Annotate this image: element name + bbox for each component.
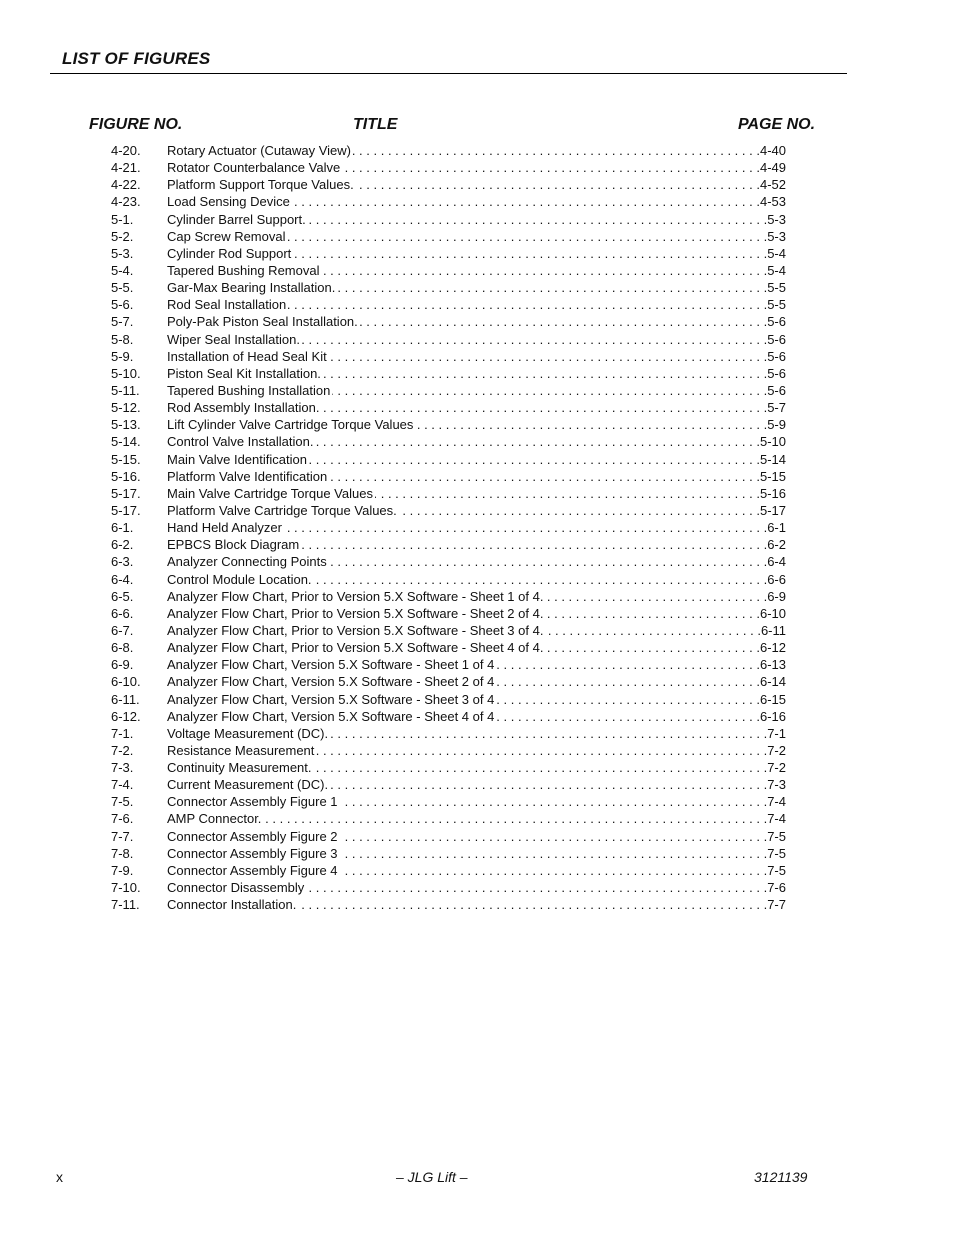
figure-number: 5-13. <box>111 417 141 433</box>
figure-page-number: 5-6 <box>767 382 786 398</box>
figure-number: 5-17. <box>111 485 141 501</box>
figure-number: 5-17. <box>111 502 141 518</box>
figure-title: Gar-Max Bearing Installation. <box>167 280 336 296</box>
dot-leader <box>329 348 767 365</box>
figure-title: Continuity Measurement. <box>167 760 312 776</box>
figure-title: Control Module Location. <box>167 571 312 587</box>
figure-number: 5-9. <box>111 348 134 364</box>
figure-title: Rod Seal Installation <box>167 297 287 313</box>
dot-leader <box>545 588 767 605</box>
figure-title: Voltage Measurement (DC). <box>167 725 329 741</box>
figure-page-number: 5-3 <box>767 228 786 244</box>
list-item[interactable] <box>111 159 786 176</box>
list-item[interactable] <box>111 142 786 159</box>
dot-leader <box>340 828 768 845</box>
figure-title: Analyzer Flow Chart, Prior to Version 5.X Software - Sheet 1 of 4. <box>167 588 544 604</box>
dot-leader <box>314 571 768 588</box>
list-item[interactable] <box>111 331 786 348</box>
figure-page-number: 6-12 <box>759 640 786 656</box>
list-item[interactable] <box>111 571 786 588</box>
list-item[interactable] <box>111 759 786 776</box>
figure-page-number: 6-9 <box>767 588 786 604</box>
figure-page-number: 6-11 <box>760 622 786 638</box>
dot-leader <box>301 536 767 553</box>
list-item[interactable] <box>111 399 786 416</box>
figure-page-number: 6-10 <box>759 605 786 621</box>
figure-page-number: 7-4 <box>767 811 786 827</box>
figure-title: Platform Support Torque Values. <box>167 177 354 193</box>
list-item[interactable] <box>111 519 786 536</box>
dot-leader <box>288 296 767 313</box>
figure-page-number: 5-10 <box>759 434 786 450</box>
figure-number: 6-10. <box>111 674 141 690</box>
figure-number: 7-9. <box>111 862 134 878</box>
list-item[interactable] <box>111 211 786 228</box>
figure-page-number: 6-13 <box>759 657 786 673</box>
footer-document-number: 3121139 <box>754 1169 808 1185</box>
dot-leader <box>292 193 760 210</box>
figure-number: 5-6. <box>111 297 134 313</box>
list-item[interactable] <box>111 879 786 896</box>
figure-title: Connector Assembly Figure 1 <box>167 794 338 810</box>
figure-title: Connector Assembly Figure 4 <box>167 862 338 878</box>
dot-leader <box>356 176 760 193</box>
figure-number: 6-6. <box>111 605 134 621</box>
figure-page-number: 6-15 <box>759 691 786 707</box>
figure-title: Cylinder Rod Support <box>167 245 292 261</box>
list-item[interactable] <box>111 725 786 742</box>
figure-number: 4-21. <box>111 160 141 176</box>
figure-page-number: 4-40 <box>759 143 786 158</box>
figure-number: 5-7. <box>111 314 134 330</box>
dot-leader <box>308 211 767 228</box>
figure-title: Analyzer Flow Chart, Version 5.X Software - Sheet 3 of 4 <box>167 691 495 707</box>
footer-page-number: x <box>56 1169 63 1185</box>
figure-title: Tapered Bushing Installation <box>167 382 331 398</box>
list-item[interactable] <box>111 416 786 433</box>
list-item[interactable] <box>111 793 786 810</box>
list-item[interactable] <box>111 502 786 519</box>
figure-title: Analyzer Flow Chart, Version 5.X Software - Sheet 1 of 4 <box>167 657 495 673</box>
figure-title: Installation of Head Seal Kit <box>167 348 327 364</box>
figure-page-number: 5-16 <box>759 485 786 501</box>
figure-number: 7-10. <box>111 880 141 896</box>
list-item[interactable] <box>111 451 786 468</box>
figure-number: 7-4. <box>111 777 134 793</box>
figure-title: Connector Assembly Figure 3 <box>167 845 338 861</box>
figure-number: 6-5. <box>111 588 134 604</box>
figure-page-number: 5-6 <box>767 331 786 347</box>
dot-leader <box>330 725 767 742</box>
dot-leader <box>353 142 760 159</box>
list-item[interactable] <box>111 313 786 330</box>
dot-leader <box>337 279 767 296</box>
figure-title: Control Valve Installation. <box>167 434 314 450</box>
figure-number: 5-4. <box>111 262 134 278</box>
figure-title: AMP Connector. <box>167 811 262 827</box>
dot-leader <box>342 159 760 176</box>
list-item[interactable] <box>111 245 786 262</box>
figure-number: 7-3. <box>111 760 134 776</box>
figure-title: Resistance Measurement <box>167 742 315 758</box>
figure-title: Current Measurement (DC). <box>167 777 329 793</box>
list-item[interactable] <box>111 656 786 673</box>
list-item[interactable] <box>111 433 786 450</box>
dot-leader <box>375 485 760 502</box>
list-item[interactable] <box>111 708 786 725</box>
dot-leader <box>415 416 767 433</box>
dot-leader <box>323 365 767 382</box>
dot-leader <box>315 433 760 450</box>
figure-number: 6-7. <box>111 622 134 638</box>
figure-number: 5-14. <box>111 434 141 450</box>
page-title: LIST OF FIGURES <box>62 49 211 68</box>
column-header-figure-no: FIGURE NO. <box>89 116 183 133</box>
list-item[interactable] <box>111 536 786 553</box>
figure-title: Analyzer Flow Chart, Version 5.X Software - Sheet 2 of 4 <box>167 674 495 690</box>
figure-page-number: 7-2 <box>767 742 786 758</box>
dot-leader <box>329 553 768 570</box>
figure-title: Analyzer Connecting Points <box>167 554 327 570</box>
figure-title: Platform Valve Cartridge Torque Values. <box>167 502 397 518</box>
dot-leader <box>314 759 768 776</box>
figure-number: 5-3. <box>111 245 134 261</box>
figure-page-number: 6-6 <box>767 571 786 587</box>
figure-page-number: 5-15 <box>759 468 786 484</box>
figure-number: 6-12. <box>111 708 141 724</box>
dot-leader <box>496 673 760 690</box>
column-header-title: TITLE <box>353 116 398 133</box>
figure-number: 7-6. <box>111 811 134 827</box>
dot-leader <box>496 708 760 725</box>
figure-title: Cylinder Barrel Support. <box>167 211 306 227</box>
figure-number: 5-8. <box>111 331 134 347</box>
figure-title: Hand Held Analyzer <box>167 520 282 536</box>
figure-number: 6-9. <box>111 657 134 673</box>
dot-leader <box>545 622 760 639</box>
dot-leader <box>306 879 767 896</box>
figure-number: 5-12. <box>111 400 141 416</box>
dot-leader <box>545 639 760 656</box>
figure-number: 5-10. <box>111 365 141 381</box>
figure-page-number: 4-52 <box>759 177 786 193</box>
figure-page-number: 5-6 <box>767 365 786 381</box>
list-item[interactable] <box>111 742 786 759</box>
dot-leader <box>545 605 760 622</box>
figure-number: 7-7. <box>111 828 134 844</box>
figure-page-number: 5-4 <box>767 245 786 261</box>
figure-title: Analyzer Flow Chart, Prior to Version 5.X Software - Sheet 4 of 4. <box>167 640 544 656</box>
dot-leader <box>340 862 768 879</box>
figure-page-number: 5-4 <box>767 262 786 278</box>
figure-number: 6-4. <box>111 571 134 587</box>
list-item[interactable] <box>111 193 786 210</box>
figure-page-number: 7-5 <box>767 845 786 861</box>
figure-page-number: 7-4 <box>767 794 786 810</box>
dot-leader <box>321 262 767 279</box>
dot-leader <box>316 742 767 759</box>
figure-title: Connector Disassembly <box>167 880 305 896</box>
figure-page-number: 5-14 <box>759 451 786 467</box>
figure-title: Lift Cylinder Valve Cartridge Torque Values <box>167 417 414 433</box>
figure-page-number: 5-5 <box>767 280 786 296</box>
figure-title: Connector Assembly Figure 2 <box>167 828 338 844</box>
list-item[interactable] <box>111 862 786 879</box>
figure-number: 7-11. <box>111 897 140 913</box>
figure-title: Platform Valve Identification <box>167 468 328 484</box>
figure-page-number: 7-6 <box>767 880 786 896</box>
figure-number: 6-8. <box>111 640 134 656</box>
list-item[interactable] <box>111 262 786 279</box>
figure-title: Rod Assembly Installation. <box>167 400 320 416</box>
list-item[interactable] <box>111 605 786 622</box>
list-item[interactable] <box>111 485 786 502</box>
figure-page-number: 5-7 <box>767 400 786 416</box>
footer-publisher: – JLG Lift – <box>396 1169 468 1185</box>
figure-page-number: 6-2 <box>767 537 786 553</box>
figure-number: 6-11. <box>111 691 140 707</box>
list-item[interactable] <box>111 365 786 382</box>
figure-page-number: 7-1 <box>767 725 786 741</box>
dot-leader <box>330 776 767 793</box>
figure-title: Wiper Seal Installation. <box>167 331 300 347</box>
figure-list <box>111 142 786 913</box>
figure-page-number: 7-3 <box>767 777 786 793</box>
figure-page-number: 5-3 <box>767 211 786 227</box>
list-item[interactable] <box>111 828 786 845</box>
figure-page-number: 7-5 <box>767 862 786 878</box>
figure-title: Analyzer Flow Chart, Prior to Version 5.X Software - Sheet 3 of 4. <box>167 622 544 638</box>
list-item[interactable] <box>111 776 786 793</box>
dot-leader <box>496 691 760 708</box>
figure-number: 5-16. <box>111 468 141 484</box>
list-item[interactable] <box>111 622 786 639</box>
figure-page-number: 6-1 <box>767 520 786 536</box>
dot-leader <box>360 313 767 330</box>
figure-number: 5-5. <box>111 280 134 296</box>
header-rule <box>50 73 847 74</box>
figure-number: 6-2. <box>111 537 134 553</box>
figure-title: Tapered Bushing Removal <box>167 262 320 278</box>
figure-number: 4-23. <box>111 194 141 210</box>
list-item[interactable] <box>111 896 786 913</box>
dot-leader <box>284 519 767 536</box>
figure-number: 5-1. <box>111 211 134 227</box>
dot-leader <box>329 468 760 485</box>
dot-leader <box>298 896 767 913</box>
figure-page-number: 7-2 <box>767 760 786 776</box>
figure-number: 6-1. <box>111 520 134 536</box>
list-item[interactable] <box>111 228 786 245</box>
list-item[interactable] <box>111 176 786 193</box>
list-item[interactable] <box>111 296 786 313</box>
dot-leader <box>332 382 767 399</box>
figure-page-number: 4-53 <box>759 194 786 210</box>
figure-title: Main Valve Cartridge Torque Values <box>167 485 373 501</box>
figure-page-number: 4-49 <box>759 160 786 176</box>
figure-title: Piston Seal Kit Installation. <box>167 365 321 381</box>
dot-leader <box>496 656 760 673</box>
list-item[interactable] <box>111 691 786 708</box>
figure-page-number: 5-6 <box>767 348 786 364</box>
figure-page-number: 5-5 <box>767 297 786 313</box>
figure-page-number: 7-7 <box>767 897 786 913</box>
list-item[interactable] <box>111 673 786 690</box>
figure-title: Rotary Actuator (Cutaway View) <box>167 143 351 158</box>
list-item[interactable] <box>111 279 786 296</box>
figure-number: 4-22. <box>111 177 141 193</box>
figure-title: Cap Screw Removal <box>167 228 286 244</box>
dot-leader <box>263 810 767 827</box>
figure-title: EPBCS Block Diagram <box>167 537 300 553</box>
list-item[interactable] <box>111 468 786 485</box>
dot-leader <box>309 451 760 468</box>
figure-page-number: 6-4 <box>767 554 786 570</box>
figure-number: 6-3. <box>111 554 134 570</box>
figure-number: 7-5. <box>111 794 134 810</box>
figure-page-number: 6-16 <box>759 708 786 724</box>
figure-page-number: 5-17 <box>759 502 786 518</box>
figure-page-number: 7-5 <box>767 828 786 844</box>
figure-title: Poly-Pak Piston Seal Installation. <box>167 314 358 330</box>
list-item[interactable] <box>111 348 786 365</box>
figure-number: 4-20. <box>111 143 141 158</box>
dot-leader <box>293 245 767 262</box>
figure-number: 5-2. <box>111 228 134 244</box>
figure-page-number: 6-14 <box>759 674 786 690</box>
dot-leader <box>288 228 768 245</box>
figure-page-number: 5-9 <box>767 417 786 433</box>
figure-number: 7-1. <box>111 725 134 741</box>
figure-page-number: 5-6 <box>767 314 786 330</box>
list-item[interactable] <box>111 845 786 862</box>
figure-title: Analyzer Flow Chart, Prior to Version 5.X Software - Sheet 2 of 4. <box>167 605 544 621</box>
column-header-page-no: PAGE NO. <box>738 116 816 133</box>
list-item[interactable] <box>111 382 786 399</box>
list-item[interactable] <box>111 810 786 827</box>
dot-leader <box>399 502 760 519</box>
dot-leader <box>340 845 768 862</box>
list-item[interactable] <box>111 553 786 570</box>
dot-leader <box>302 331 767 348</box>
list-item[interactable] <box>111 639 786 656</box>
dot-leader <box>340 793 768 810</box>
figure-number: 7-2. <box>111 742 134 758</box>
figure-title: Analyzer Flow Chart, Version 5.X Software - Sheet 4 of 4 <box>167 708 495 724</box>
figure-number: 7-8. <box>111 845 134 861</box>
figure-number: 5-11. <box>111 382 140 398</box>
figure-number: 5-15. <box>111 451 141 467</box>
dot-leader <box>321 399 767 416</box>
figure-title: Main Valve Identification <box>167 451 307 467</box>
figure-title: Connector Installation. <box>167 897 297 913</box>
list-item[interactable] <box>111 588 786 605</box>
figure-title: Rotator Counterbalance Valve <box>167 160 341 176</box>
figure-title: Load Sensing Device <box>167 194 290 210</box>
